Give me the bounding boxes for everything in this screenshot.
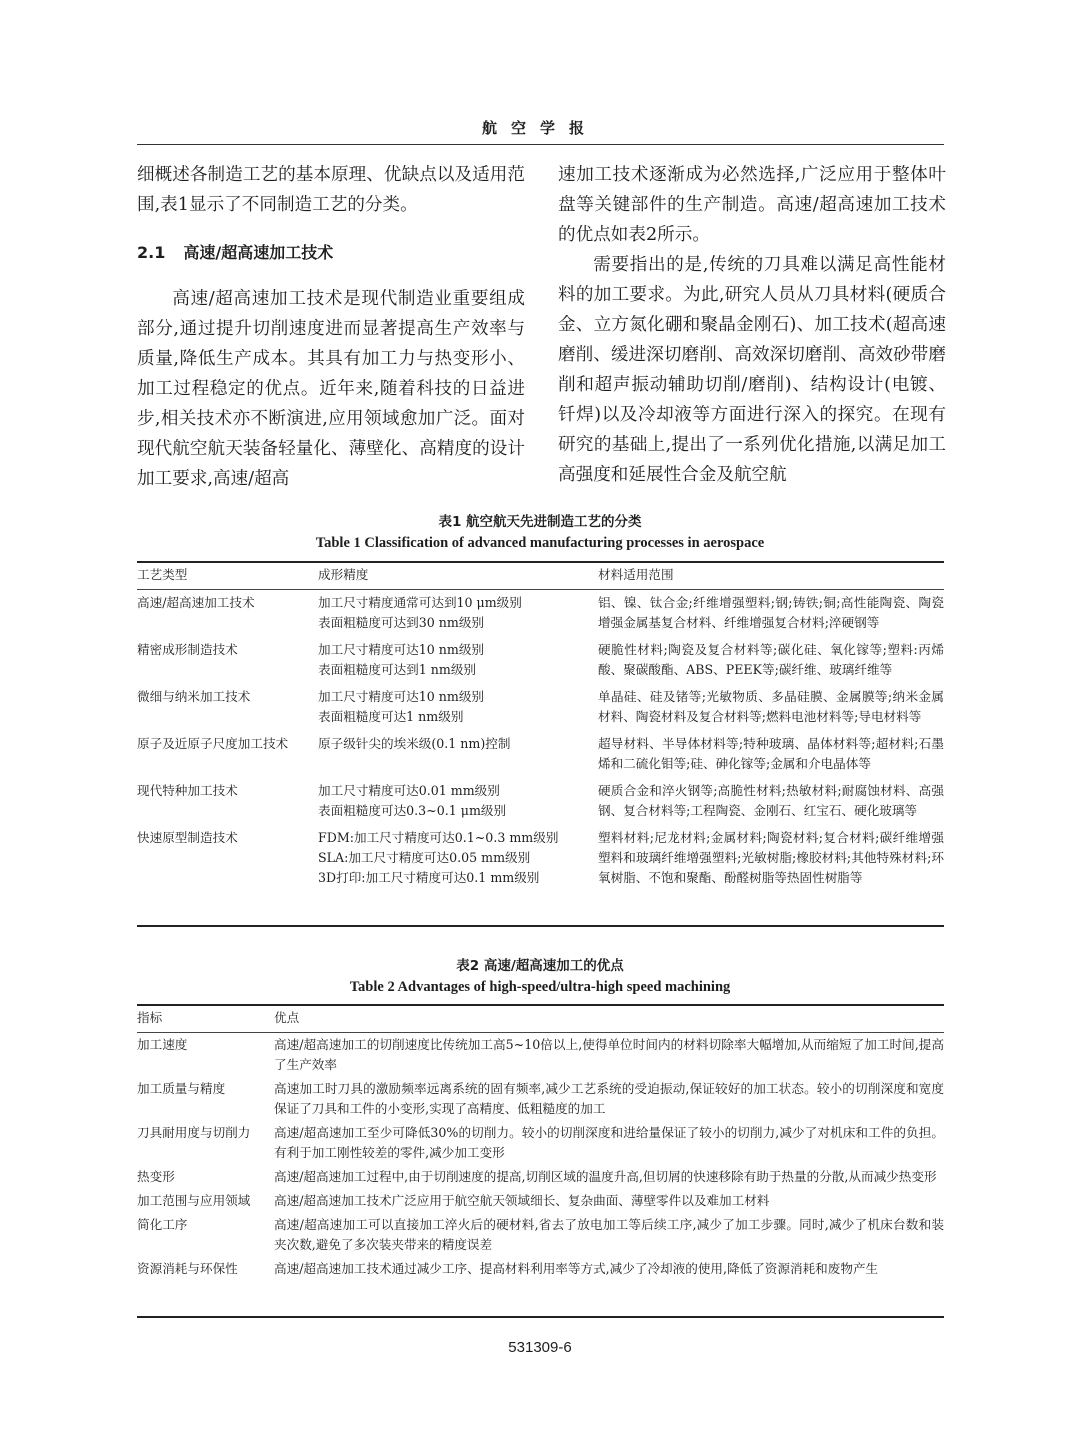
precision-line: 表面粗糙度可达1 nm级别 [318, 709, 464, 724]
precision-line: 加工尺寸精度可达10 nm级别 [318, 642, 485, 657]
table-row [137, 590, 944, 638]
process-type-cell: 微细与纳米加工技术 [137, 689, 251, 704]
running-header: 航空学报 [481, 119, 598, 137]
materials-cell: 塑料材料;尼龙材料;金属材料;陶瓷材料;复合材料;碳纤维增强塑料和玻璃纤维增强塑料;光敏树脂;橡胶材料;其他特殊材料;环氧树脂、不饱和聚酯、酚醛树脂等热固性树脂等 [598, 830, 944, 885]
column-header: 工艺类型 [137, 567, 188, 582]
advantage-cell: 高速加工时刀具的激励频率远离系统的固有频率,减少工艺系统的受迫振动,保证较好的加工状态。较小的切削深度和宽度保证了刀具和工件的小变形,实现了高精度、低粗糙度的加工 [274, 1081, 944, 1116]
precision-line: 3D打印:加工尺寸精度可达0.1 mm级别 [318, 870, 540, 885]
metric-cell: 加工速度 [137, 1037, 188, 1052]
precision-cell [318, 590, 598, 638]
table-row [137, 1213, 944, 1257]
table2-caption-cn: 表2 高速/超高速加工的优点 [456, 958, 624, 974]
precision-cell [318, 684, 598, 731]
left-column [137, 160, 525, 494]
table-row [137, 637, 944, 684]
section-title: 高速/超高速加工技术 [183, 243, 334, 262]
metric-cell: 加工范围与应用领域 [137, 1193, 251, 1208]
table-row [137, 1033, 944, 1078]
table-row [137, 731, 944, 778]
table-header-row [137, 564, 944, 590]
materials-cell: 铝、镍、钛合金;纤维增强塑料;钢;铸铁;铜;高性能陶瓷、陶瓷增强金属基复合材料、纤维增强复合材料;淬硬钢等 [598, 595, 944, 630]
process-type-cell: 现代特种加工技术 [137, 783, 238, 798]
process-type-cell: 高速/超高速加工技术 [137, 595, 255, 610]
body-paragraph: 细概述各制造工艺的基本原理、优缺点以及适用范围,表1显示了不同制造工艺的分类。 [137, 165, 525, 215]
column-header: 指标 [137, 1010, 163, 1025]
precision-line: 表面粗糙度可达0.3~0.1 μm级别 [318, 803, 507, 818]
table1-bottom-rule [137, 925, 944, 927]
metric-cell: 刀具耐用度与切削力 [137, 1125, 251, 1140]
body-paragraph: 速加工技术逐渐成为必然选择,广泛应用于整体叶盘等关键部件的生产制造。高速/超高速加工技术的优点如表2所示。 [558, 165, 946, 245]
table-row [137, 684, 944, 731]
table-row [137, 778, 944, 825]
materials-cell: 超导材料、半导体材料等;特种玻璃、晶体材料等;超材料;石墨烯和二硫化钼等;硅、砷化镓等;金属和介电晶体等 [598, 736, 944, 771]
table-row [137, 825, 944, 892]
precision-line: 表面粗糙度可达到1 nm级别 [318, 662, 477, 677]
table1 [137, 564, 944, 892]
column-header: 优点 [274, 1010, 300, 1025]
precision-cell [318, 825, 598, 892]
precision-line: 原子级针尖的埃米级(0.1 nm)控制 [318, 736, 511, 751]
precision-line: SLA:加工尺寸精度可达0.05 mm级别 [318, 850, 531, 865]
precision-line: 加工尺寸精度可达0.01 mm级别 [318, 783, 500, 798]
table2 [137, 1008, 944, 1281]
precision-line: 加工尺寸精度可达10 nm级别 [318, 689, 485, 704]
precision-line: 加工尺寸精度通常可达到10 μm级别 [318, 595, 522, 610]
process-type-cell: 原子及近原子尺度加工技术 [137, 736, 289, 751]
precision-line: FDM:加工尺寸精度可达0.1~0.3 mm级别 [318, 830, 559, 845]
body-paragraph: 高速/超高速加工技术是现代制造业重要组成部分,通过提升切削速度进而显著提高生产效率与质量,降低生产成本。其具有加工力与热变形小、加工过程稳定的优点。近年来,随着科技的日益进步,相关技术亦不断演进,应用领域愈加广泛。面对现代航空航天装备轻量化、薄壁化、高精度的设计加工要求,高速/超高 [137, 289, 525, 489]
precision-line: 表面粗糙度可达到30 nm级别 [318, 615, 485, 630]
page-number: 531309-6 [508, 1339, 572, 1356]
precision-cell [318, 778, 598, 825]
metric-cell: 资源消耗与环保性 [137, 1261, 238, 1276]
column-header: 成形精度 [318, 567, 369, 582]
metric-cell: 热变形 [137, 1169, 175, 1184]
table2-top-rule [137, 1004, 944, 1006]
advantage-cell: 高速/超高速加工可以直接加工淬火后的硬材料,省去了放电加工等后续工序,减少了加工步骤。同时,减少了机床台数和装夹次数,避免了多次装夹带来的精度误差 [274, 1217, 944, 1252]
table1-caption-en: Table 1 Classification of advanced manufacturing processes in aerospace [315, 535, 765, 551]
process-type-cell: 精密成形制造技术 [137, 642, 238, 657]
table2-caption-en: Table 2 Advantages of high-speed/ultra-high speed machining [349, 979, 731, 995]
advantage-cell: 高速/超高速加工技术通过减少工序、提高材料利用率等方式,减少了冷却液的使用,降低了资源消耗和废物产生 [274, 1261, 879, 1276]
metric-cell: 加工质量与精度 [137, 1081, 226, 1096]
advantage-cell: 高速/超高速加工过程中,由于切削速度的提高,切削区域的温度升高,但切屑的快速移除有助于热量的分散,从而减少热变形 [274, 1169, 937, 1184]
column-header: 材料适用范围 [598, 567, 674, 582]
materials-cell: 硬质合金和淬火钢等;高脆性材料;热敏材料;耐腐蚀材料、高强钢、复合材料等;工程陶瓷、金刚石、红宝石、硬化玻璃等 [598, 783, 944, 818]
materials-cell: 单晶硅、硅及锗等;光敏物质、多晶硅膜、金属膜等;纳米金属材料、陶瓷材料及复合材料等;燃料电池材料等;导电材料等 [598, 689, 944, 724]
right-column [558, 160, 946, 490]
advantage-cell: 高速/超高速加工至少可降低30%的切削力。较小的切削深度和进给量保证了较小的切削力,减少了对机床和工件的负担。有利于加工刚性较差的零件,减少加工变形 [274, 1125, 944, 1160]
section-number: 2.1 [137, 243, 166, 262]
table-row [137, 1189, 944, 1213]
table-row [137, 1077, 944, 1121]
body-paragraph: 需要指出的是,传统的刀具难以满足高性能材料的加工要求。为此,研究人员从刀具材料(硬质合金、立方氮化硼和聚晶金刚石)、加工技术(超高速磨削、缓进深切磨削、高效深切磨削、高效砂带磨削和超声振动辅助切削/磨削)、结构设计(电镀、钎焊)以及冷却液等方面进行深入的探究。在现有研究的基础上,提出了一系列优化措施,以满足加工高强度和延展性合金及航空航 [558, 255, 946, 485]
materials-cell: 硬脆性材料;陶瓷及复合材料等;碳化硅、氧化镓等;塑料:丙烯酸、聚碳酸酯、ABS、PEEK等;碳纤维、玻璃纤维等 [598, 642, 944, 677]
table-row [137, 1121, 944, 1165]
header-rule [137, 144, 944, 145]
table2-bottom-rule [137, 1316, 944, 1318]
table-header-row [137, 1008, 944, 1033]
table-row [137, 1257, 944, 1281]
process-type-cell: 快速原型制造技术 [137, 830, 238, 845]
precision-cell [318, 637, 598, 684]
table1-top-rule [137, 561, 944, 563]
section-heading [137, 238, 525, 268]
advantage-cell: 高速/超高速加工的切削速度比传统加工高5~10倍以上,使得单位时间内的材料切除率大幅增加,从而缩短了加工时间,提高了生产效率 [274, 1037, 944, 1072]
precision-cell [318, 731, 598, 778]
table1-caption-cn: 表1 航空航天先进制造工艺的分类 [438, 514, 642, 530]
table-row [137, 1165, 944, 1189]
advantage-cell: 高速/超高速加工技术广泛应用于航空航天领域细长、复杂曲面、薄壁零件以及难加工材料 [274, 1193, 770, 1208]
metric-cell: 简化工序 [137, 1217, 188, 1232]
